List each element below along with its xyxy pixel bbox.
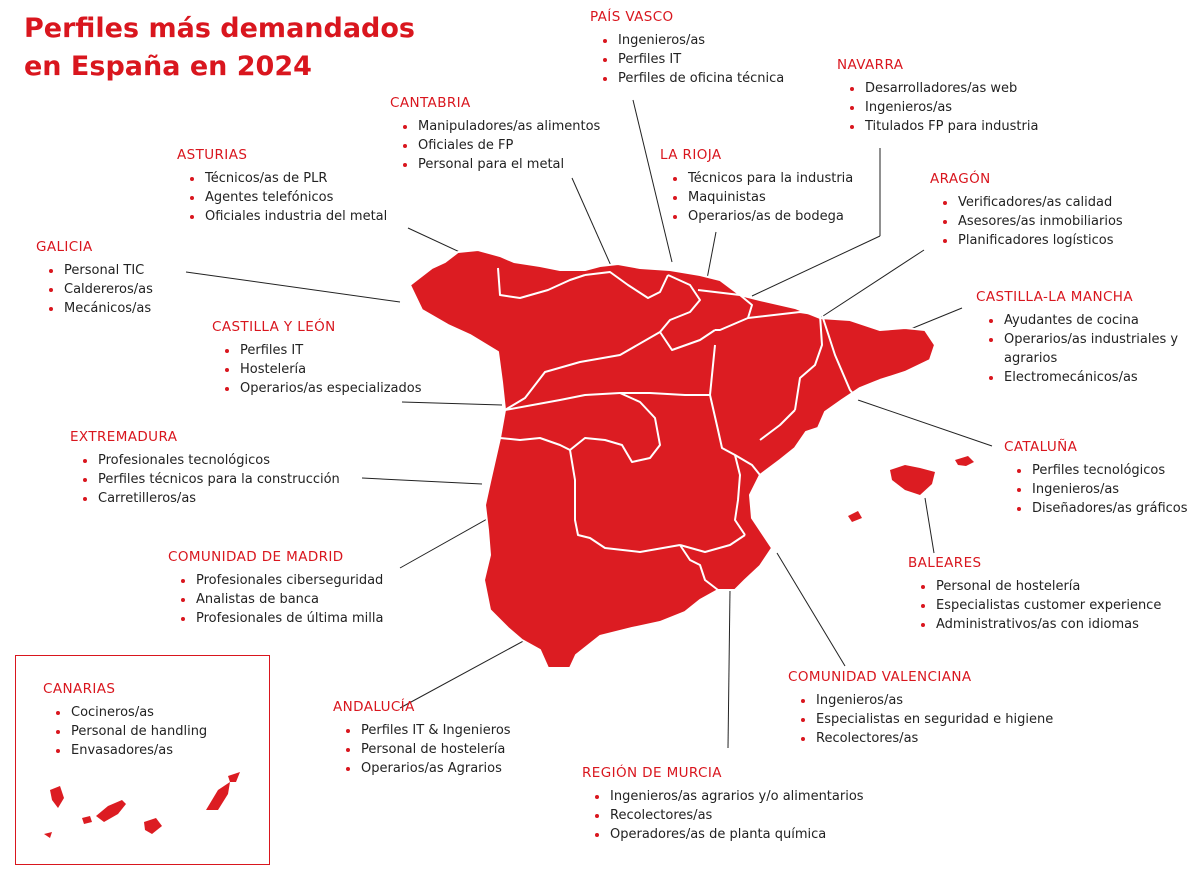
region-asturias (177, 146, 387, 226)
profile-item: Cocineros/as (56, 703, 207, 722)
profile-list (1004, 461, 1188, 518)
region-navarra (837, 56, 1038, 136)
region-name: LA RIOJA (660, 147, 722, 163)
profile-item: Operarios/as de bodega (673, 207, 853, 226)
profile-item: Titulados FP para industria (850, 117, 1038, 136)
profile-list (36, 261, 153, 318)
profile-item: Especialistas customer experience (921, 596, 1161, 615)
profile-item: Diseñadores/as gráficos (1017, 499, 1188, 518)
region-name: CATALUÑA (1004, 439, 1078, 455)
profile-list (390, 117, 600, 174)
region-castilla-la-mancha (976, 288, 1186, 387)
profile-item: Operadores/as de planta química (595, 825, 864, 844)
profile-item: Operarios/as especializados (225, 379, 421, 398)
peninsula (410, 250, 935, 668)
profile-item: Envasadores/as (56, 741, 207, 760)
profile-item: Perfiles técnicos para la construcción (83, 470, 340, 489)
profile-item: Analistas de banca (181, 590, 383, 609)
profile-item: Personal TIC (49, 261, 153, 280)
region-castilla-y-leon (212, 318, 421, 398)
region-cantabria (390, 94, 600, 174)
profile-item: Ingenieros/as (801, 691, 1053, 710)
profile-list (930, 193, 1123, 250)
title-line-2: en España en 2024 (24, 51, 312, 82)
region-name: EXTREMADURA (70, 429, 178, 445)
region-andalucia (333, 698, 511, 778)
profile-item: Planificadores logísticos (943, 231, 1123, 250)
profile-item: Mecánicos/as (49, 299, 153, 318)
profile-item: Ingenieros/as (850, 98, 1038, 117)
region-name: ASTURIAS (177, 147, 248, 163)
profile-item: Asesores/as inmobiliarios (943, 212, 1123, 231)
profile-item: Ingenieros/as (603, 31, 784, 50)
profile-item: Hostelería (225, 360, 421, 379)
profile-list (837, 79, 1038, 136)
profile-item: Perfiles tecnológicos (1017, 461, 1188, 480)
profile-item: Carretilleros/as (83, 489, 340, 508)
region-name: PAÍS VASCO (590, 9, 674, 25)
profile-item: Personal de handling (56, 722, 207, 741)
profile-list (582, 787, 864, 844)
profile-item: Electromecánicos/as (989, 368, 1186, 387)
profile-list (976, 311, 1186, 387)
region-name: COMUNIDAD DE MADRID (168, 549, 344, 565)
region-name: COMUNIDAD VALENCIANA (788, 669, 972, 685)
profile-item: Oficiales de FP (403, 136, 600, 155)
profile-item: Recolectores/as (595, 806, 864, 825)
region-cataluna (1004, 438, 1188, 518)
profile-item: Personal para el metal (403, 155, 600, 174)
profile-item: Maquinistas (673, 188, 853, 207)
region-name: GALICIA (36, 239, 93, 255)
profile-item: Personal de hostelería (346, 740, 511, 759)
region-name: REGIÓN DE MURCIA (582, 765, 722, 781)
profile-item: Técnicos para la industria (673, 169, 853, 188)
profile-item: Especialistas en seguridad e higiene (801, 710, 1053, 729)
profile-list (177, 169, 387, 226)
region-galicia (36, 238, 153, 318)
profile-item: Caldereros/as (49, 280, 153, 299)
profile-item: Operarios/as Agrarios (346, 759, 511, 778)
profile-item: Oficiales industria del metal (190, 207, 387, 226)
region-name: CASTILLA-LA MANCHA (976, 289, 1133, 305)
profile-item: Profesionales ciberseguridad (181, 571, 383, 590)
region-name: CANTABRIA (390, 95, 471, 111)
region-name: CASTILLA Y LEÓN (212, 319, 336, 335)
region-baleares (908, 554, 1161, 634)
profile-item: Manipuladores/as alimentos (403, 117, 600, 136)
region-name: BALEARES (908, 555, 982, 571)
profile-list (168, 571, 383, 628)
profile-item: Ingenieros/as (1017, 480, 1188, 499)
region-name: CANARIAS (43, 681, 116, 697)
profile-item: Técnicos/as de PLR (190, 169, 387, 188)
title-line-1: Perfiles más demandados (24, 13, 415, 44)
region-name: ANDALUCÍA (333, 699, 415, 715)
baleares-islands (848, 456, 974, 522)
region-pais-vasco (590, 8, 784, 88)
profile-list (590, 31, 784, 88)
page-title (24, 10, 415, 86)
profile-list (788, 691, 1053, 748)
profile-item: Operarios/as industriales y agrarios (989, 330, 1186, 368)
profile-item: Perfiles IT (603, 50, 784, 69)
profile-item: Ingenieros/as agrarios y/o alimentarios (595, 787, 864, 806)
region-region-de-murcia (582, 764, 864, 844)
profile-list (43, 703, 207, 760)
profile-list (212, 341, 421, 398)
profile-item: Profesionales tecnológicos (83, 451, 340, 470)
profile-list (70, 451, 340, 508)
profile-list (660, 169, 853, 226)
profile-item: Personal de hostelería (921, 577, 1161, 596)
region-comunidad-de-madrid (168, 548, 383, 628)
region-name: NAVARRA (837, 57, 904, 73)
profile-item: Perfiles IT & Ingenieros (346, 721, 511, 740)
profile-item: Verificadores/as calidad (943, 193, 1123, 212)
region-aragon (930, 170, 1123, 250)
profile-item: Agentes telefónicos (190, 188, 387, 207)
profile-item: Profesionales de última milla (181, 609, 383, 628)
region-la-rioja (660, 146, 853, 226)
region-comunidad-valenciana (788, 668, 1053, 748)
profile-item: Perfiles IT (225, 341, 421, 360)
profile-item: Ayudantes de cocina (989, 311, 1186, 330)
region-extremadura (70, 428, 340, 508)
region-name: ARAGÓN (930, 171, 991, 187)
profile-item: Perfiles de oficina técnica (603, 69, 784, 88)
profile-list (908, 577, 1161, 634)
region-canarias (43, 680, 207, 760)
profile-list (333, 721, 511, 778)
profile-item: Administrativos/as con idiomas (921, 615, 1161, 634)
profile-item: Recolectores/as (801, 729, 1053, 748)
profile-item: Desarrolladores/as web (850, 79, 1038, 98)
